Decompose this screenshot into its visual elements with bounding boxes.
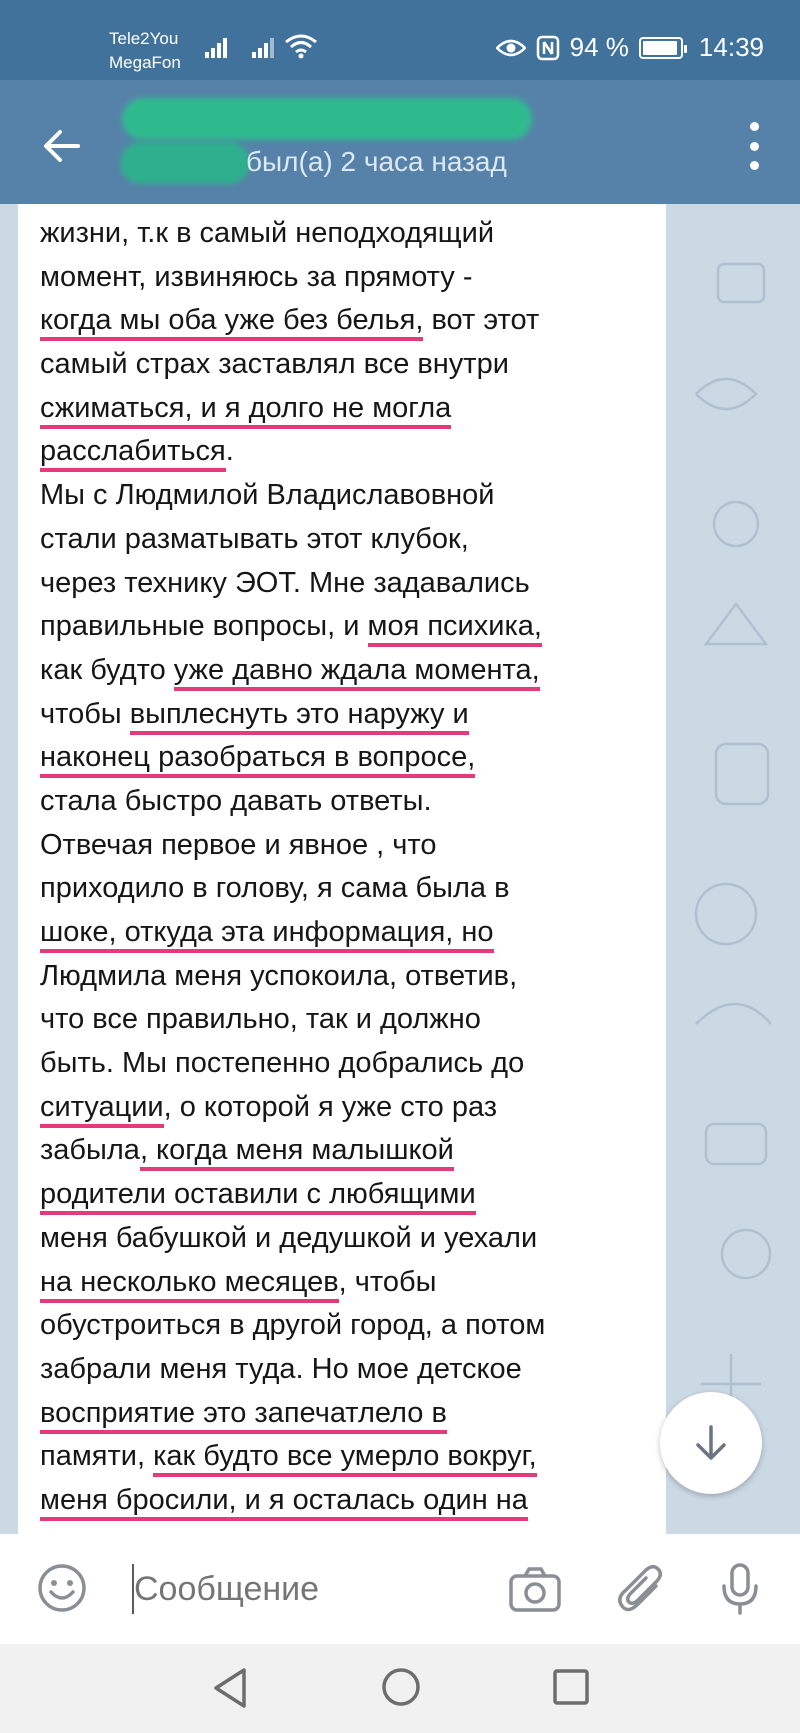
back-arrow-icon[interactable] bbox=[38, 122, 86, 170]
message-line bbox=[40, 1086, 680, 1130]
underlined-text: наконец разобраться в вопросе, bbox=[40, 741, 475, 778]
underlined-text: моя психика, bbox=[368, 610, 542, 647]
eye-comfort-icon bbox=[496, 38, 526, 58]
nav-recent-apps-icon[interactable] bbox=[552, 1668, 590, 1706]
contact-redaction bbox=[120, 142, 250, 184]
underlined-text: восприятие это запечатлело в bbox=[40, 1397, 447, 1434]
paperclip-icon[interactable] bbox=[616, 1564, 666, 1616]
message-line bbox=[40, 299, 680, 343]
message-text-segment: , о которой я уже сто раз bbox=[163, 1090, 498, 1123]
message-line bbox=[40, 562, 680, 606]
nav-home-icon[interactable] bbox=[380, 1666, 422, 1708]
message-line bbox=[40, 1392, 680, 1436]
underlined-text: меня бросили, и я осталась один на bbox=[40, 1484, 528, 1521]
chat-header bbox=[0, 80, 800, 204]
underlined-text: на несколько месяцев bbox=[40, 1266, 339, 1303]
underlined-text: шоке, откуда эта информация, но bbox=[40, 916, 494, 953]
underlined-text: , когда меня малышкой bbox=[140, 1134, 454, 1171]
message-text-segment: жизни, т.к в самый неподходящий bbox=[40, 217, 495, 249]
message-line bbox=[40, 736, 680, 780]
underlined-text: ситуации bbox=[40, 1091, 164, 1128]
message-line bbox=[40, 605, 680, 649]
underlined-text: расслабиться bbox=[40, 435, 226, 472]
message-line bbox=[40, 256, 680, 300]
nav-back-icon[interactable] bbox=[210, 1666, 250, 1710]
arrow-down-icon bbox=[691, 1423, 731, 1463]
message-line bbox=[40, 430, 680, 474]
battery-percent: 94 % bbox=[569, 32, 629, 62]
message-line bbox=[40, 518, 680, 562]
message-line bbox=[40, 474, 680, 518]
underlined-text: выплеснуть это наружу и bbox=[130, 698, 469, 735]
message-line bbox=[40, 343, 680, 387]
clock: 14:39 bbox=[698, 32, 764, 62]
wallpaper-doodles bbox=[676, 224, 786, 1524]
message-text-segment: . bbox=[225, 435, 234, 468]
message-line bbox=[40, 867, 680, 911]
message-line bbox=[40, 1304, 680, 1348]
system-navigation-bar bbox=[0, 1644, 800, 1733]
message-line bbox=[40, 387, 680, 431]
message-line bbox=[40, 824, 680, 868]
signal-1-icon bbox=[205, 36, 233, 60]
message-text-segment: приходило в голову, я сама была в bbox=[40, 872, 510, 905]
message-text-segment: как будто bbox=[40, 653, 174, 686]
cut-off-line bbox=[40, 204, 660, 214]
underlined-text: как будто все умерло вокруг, bbox=[153, 1440, 537, 1477]
message-line bbox=[40, 998, 680, 1042]
message-text-segment: Мы с Людмилой Владиславовной bbox=[40, 479, 495, 512]
message-text-segment: самый страх заставлял все внутри bbox=[40, 348, 509, 381]
message-text-segment: момент, извиняюсь за прямоту - bbox=[40, 260, 473, 293]
message-text-segment: правильные вопросы, и bbox=[40, 610, 368, 643]
emoji-icon[interactable] bbox=[36, 1562, 88, 1614]
message-text bbox=[40, 212, 680, 1523]
message-text-segment: вот этот bbox=[423, 304, 540, 337]
message-text-segment: Людмила меня успокоила, ответив, bbox=[40, 959, 518, 992]
more-options-icon[interactable] bbox=[744, 122, 764, 170]
message-line bbox=[40, 1042, 680, 1086]
underlined-text: когда мы оба уже без белья, bbox=[40, 304, 423, 341]
message-text-segment: меня бабушкой и дедушкой и уехали bbox=[40, 1221, 538, 1254]
message-text-segment: стали разматывать этот клубок, bbox=[40, 522, 469, 555]
scroll-to-bottom-button[interactable] bbox=[660, 1392, 762, 1494]
battery-icon bbox=[639, 37, 683, 59]
last-seen-status: был(а) 2 часа назад bbox=[246, 146, 507, 177]
message-line bbox=[40, 1479, 680, 1523]
message-text-segment: чтобы bbox=[40, 697, 130, 730]
message-text-segment: что все правильно, так и должно bbox=[40, 1003, 481, 1036]
message-line bbox=[40, 955, 680, 999]
message-text-segment: памяти, bbox=[40, 1440, 154, 1473]
message-line bbox=[40, 911, 680, 955]
wifi-icon bbox=[284, 33, 318, 59]
message-line bbox=[40, 1348, 680, 1392]
message-line bbox=[40, 1435, 680, 1479]
message-text-segment: стала быстро давать ответы. bbox=[40, 784, 432, 817]
message-line bbox=[40, 1129, 680, 1173]
status-right bbox=[496, 32, 764, 63]
contact-name-redacted[interactable] bbox=[122, 98, 532, 140]
carrier-1: Tele2You bbox=[109, 29, 179, 48]
message-line bbox=[40, 212, 680, 256]
message-line bbox=[40, 1261, 680, 1305]
underlined-text: сжиматься, и я долго не могла bbox=[40, 392, 451, 429]
message-text-segment: через технику ЭОТ. Мне задавались bbox=[40, 566, 530, 599]
message-line bbox=[40, 693, 680, 737]
message-input[interactable] bbox=[134, 1566, 434, 1612]
nfc-icon bbox=[536, 35, 560, 61]
message-text-segment: забрали меня туда. Но мое детское bbox=[40, 1352, 522, 1385]
message-text-segment: быть. Мы постепенно добрались до bbox=[40, 1047, 525, 1080]
message-line bbox=[40, 1173, 680, 1217]
message-input-bar bbox=[0, 1534, 800, 1644]
message-text-segment: забыла bbox=[40, 1134, 140, 1167]
underlined-text: уже давно ждала момента, bbox=[174, 654, 540, 691]
carrier-names bbox=[109, 27, 181, 75]
signal-2-icon bbox=[252, 36, 280, 60]
message-text-segment: , чтобы bbox=[338, 1265, 437, 1298]
battery-fill bbox=[643, 41, 677, 55]
message-text-segment: Отвечая первое и явное , что bbox=[40, 828, 437, 861]
message-line bbox=[40, 649, 680, 693]
status-bar bbox=[0, 0, 800, 80]
message-line bbox=[40, 780, 680, 824]
microphone-icon[interactable] bbox=[720, 1562, 760, 1616]
carrier-2: MegaFon bbox=[109, 53, 181, 72]
camera-icon[interactable] bbox=[508, 1566, 562, 1614]
message-text-segment: обустроиться в другой город, а потом bbox=[40, 1309, 546, 1342]
underlined-text: родители оставили с любящими bbox=[40, 1178, 476, 1215]
message-line bbox=[40, 1217, 680, 1261]
